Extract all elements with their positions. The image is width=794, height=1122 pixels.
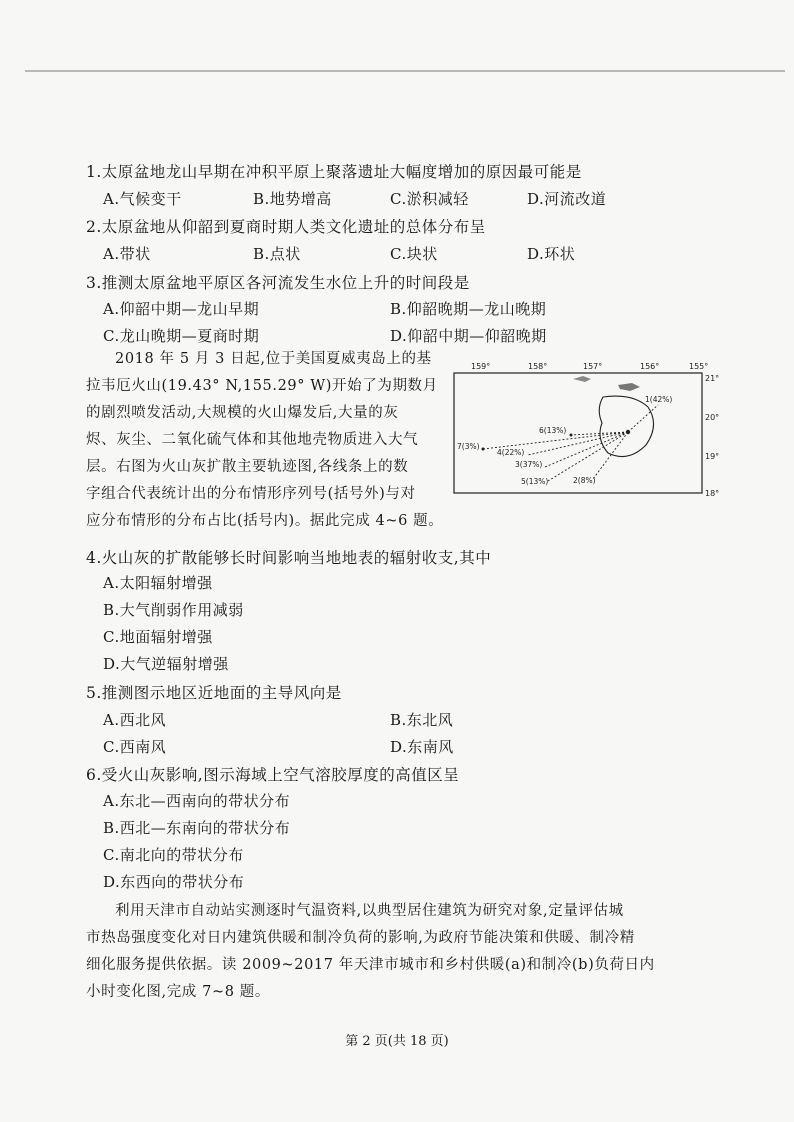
track-line-2 xyxy=(593,432,628,479)
island-hawaii xyxy=(599,396,653,456)
lat-label: 21° xyxy=(705,374,720,383)
lon-label: 155° xyxy=(689,362,709,371)
track-label-6: 6(13%) xyxy=(539,426,567,435)
map-svg xyxy=(453,357,728,502)
question-4-option-b: B.大气削弱作用减弱 xyxy=(103,601,244,619)
tianjin-passage xyxy=(86,898,716,1006)
question-2-option-c: C.块状 xyxy=(390,245,438,263)
question-1-option-b: B.地势增高 xyxy=(253,190,332,208)
question-3-option-c: C.龙山晚期—夏商时期 xyxy=(103,327,260,345)
track-point xyxy=(482,448,485,451)
question-6-option-b: B.西北—东南向的带状分布 xyxy=(103,819,291,837)
question-6-option-d: D.东西向的带状分布 xyxy=(103,873,245,891)
question-1-option-d: D.河流改道 xyxy=(527,190,607,208)
volcano-passage-line: 2018 年 5 月 3 日起,位于美国夏威夷岛上的基 xyxy=(115,351,432,367)
question-2-option-d: D.环状 xyxy=(527,245,576,263)
track-label-4: 4(22%) xyxy=(497,448,525,457)
lon-label: 159° xyxy=(471,362,491,371)
question-4-option-a: A.太阳辐射增强 xyxy=(103,574,213,592)
tianjin-passage-line: 利用天津市自动站实测逐时气温资料,以典型居住建筑为研究对象,定量评估城 xyxy=(115,903,624,919)
question-4-option-d: D.大气逆辐射增强 xyxy=(103,655,229,673)
question-3-option-b: B.仰韶晚期—龙山晚期 xyxy=(390,300,547,318)
island-kauai xyxy=(573,376,591,382)
lon-label: 157° xyxy=(583,362,603,371)
question-5-stem: 5.推测图示地区近地面的主导风向是 xyxy=(86,684,342,702)
volcano-passage-line: 应分布情形的分布占比(括号内)。据此完成 4~6 题。 xyxy=(86,513,444,529)
question-2-option-a: A.带状 xyxy=(103,245,151,263)
question-3-stem: 3.推测太原盆地平原区各河流发生水位上升的时间段是 xyxy=(86,274,470,292)
question-6-option-c: C.南北向的带状分布 xyxy=(103,846,244,864)
volcano-passage-line: 的剧烈喷发活动,大规模的火山爆发后,大量的灰 xyxy=(86,405,399,421)
question-5-option-d: D.东南风 xyxy=(390,738,454,756)
question-3-option-a: A.仰韶中期—龙山早期 xyxy=(103,300,260,318)
question-1-option-c: C.淤积减轻 xyxy=(390,190,469,208)
island-maui xyxy=(618,383,640,391)
question-5-option-a: A.西北风 xyxy=(103,711,167,729)
lat-label: 19° xyxy=(705,452,720,461)
track-label-1: 1(42%) xyxy=(645,395,673,404)
track-label-3: 3(37%) xyxy=(515,460,543,469)
question-2-option-b: B.点状 xyxy=(253,245,301,263)
question-4-stem: 4.火山灰的扩散能够长时间影响当地地表的辐射收支,其中 xyxy=(86,549,492,567)
volcano-passage xyxy=(86,346,446,535)
lat-label: 20° xyxy=(705,413,720,422)
track-label-2: 2(8%) xyxy=(573,476,596,485)
volcano-passage-line: 字组合代表统计出的分布情形序列号(括号外)与对 xyxy=(86,486,416,502)
tianjin-passage-line: 市热岛强度变化对日内建筑供暖和制冷负荷的影响,为政府节能决策和供暖、制冷精 xyxy=(86,930,635,946)
question-4-option-c: C.地面辐射增强 xyxy=(103,628,213,646)
volcanic-ash-track-map xyxy=(453,357,728,502)
question-1-option-a: A.气候变干 xyxy=(103,190,182,208)
scan-top-line xyxy=(25,70,785,72)
question-1-stem: 1.太原盆地龙山早期在冲积平原上聚落遗址大幅度增加的原因最可能是 xyxy=(86,163,582,181)
question-5-option-c: C.西南风 xyxy=(103,738,167,756)
question-2-stem: 2.太原盆地从仰韶到夏商时期人类文化遗址的总体分布呈 xyxy=(86,218,486,236)
track-label-7: 7(3%) xyxy=(457,442,480,451)
page-footer: 第 2 页(共 18 页) xyxy=(345,1034,449,1049)
lon-label: 158° xyxy=(528,362,548,371)
question-6-stem: 6.受火山灰影响,图示海域上空气溶胶厚度的高值区呈 xyxy=(86,766,460,784)
volcano-passage-line: 拉韦厄火山(19.43° N,155.29° W)开始了为期数月 xyxy=(86,378,438,394)
question-3-option-d: D.仰韶中期—仰韶晚期 xyxy=(390,327,547,345)
tianjin-passage-line: 小时变化图,完成 7~8 题。 xyxy=(86,984,270,1000)
lon-label: 156° xyxy=(640,362,660,371)
tianjin-passage-line: 细化服务提供依据。读 2009~2017 年天津市城市和乡村供暖(a)和制冷(b)负荷日内 xyxy=(86,957,655,973)
lat-label: 18° xyxy=(705,489,720,498)
volcano-marker xyxy=(626,430,630,434)
track-label-5: 5(13%) xyxy=(521,477,549,486)
track-line-5 xyxy=(548,432,628,481)
map-frame xyxy=(454,373,702,493)
question-5-option-b: B.东北风 xyxy=(390,711,454,729)
volcano-passage-line: 烬、灰尘、二氧化硫气体和其他地壳物质进入大气 xyxy=(86,432,419,448)
question-6-option-a: A.东北—西南向的带状分布 xyxy=(103,792,291,810)
volcano-passage-line: 层。右图为火山灰扩散主要轨迹图,各线条上的数 xyxy=(86,459,409,475)
track-point xyxy=(570,434,573,437)
